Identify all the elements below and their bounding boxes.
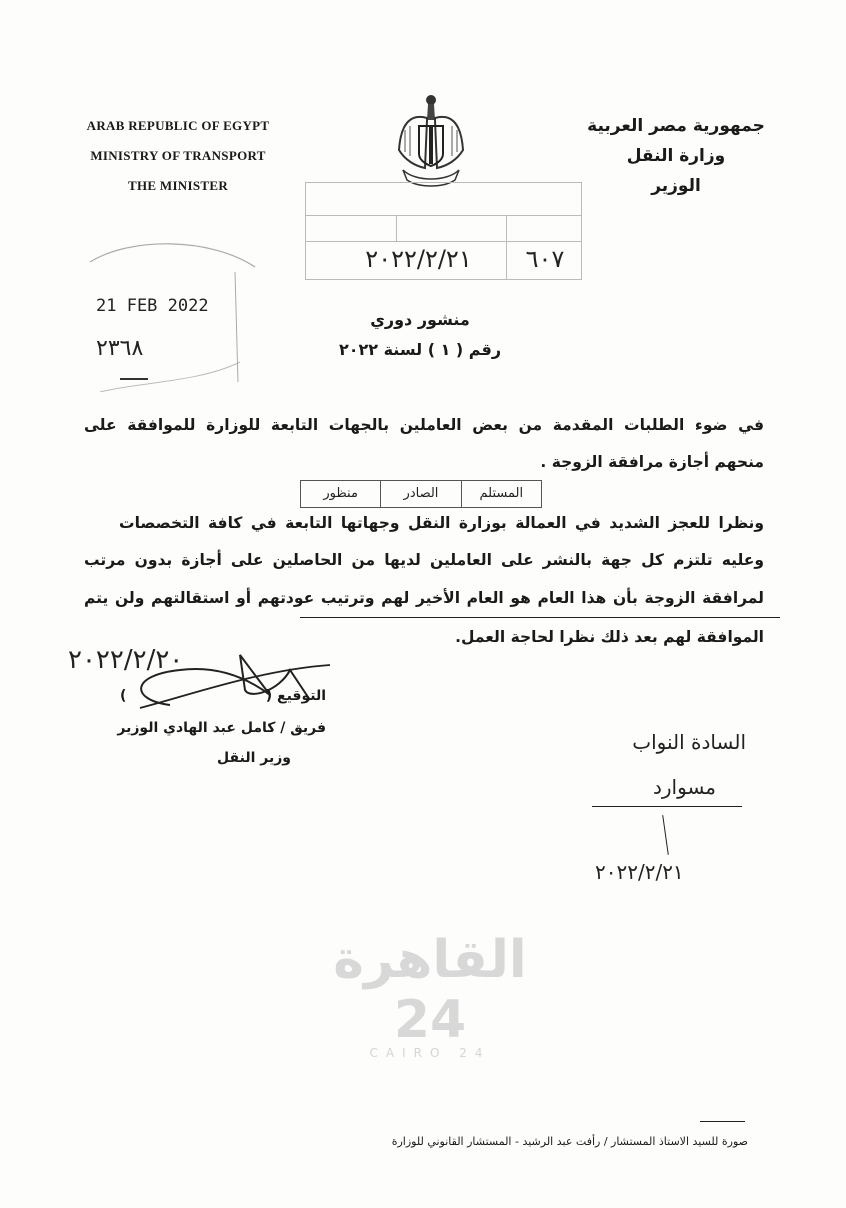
received-stamp-number: ٢٣٦٨ [96,336,144,361]
annotation-date: ٢٠٢٢/٢/٢١ [595,860,684,884]
footer-rule [700,1121,745,1122]
watermark-text: القاهرة 24 [333,930,527,1050]
header-ar-ministry: وزارة النقل [626,146,726,166]
received-stamp [70,232,260,392]
header-en-country: ARAB REPUBLIC OF EGYPT [86,118,270,133]
received-stamp-date: 21 FEB 2022 [96,296,209,316]
body-p2-line3: لمرافقة الزوجة بأن هذا العام هو العام الأخير لهم وترتيب عودتهم أو استقالتهم ولن يتم [84,589,764,607]
annotation-line1: السادة النواب [632,730,746,754]
header-ar-country: جمهورية مصر العربية [587,116,765,136]
annotation-line2: مسوارد [652,775,716,799]
eagle-emblem-icon [395,90,467,190]
watermark-sub: CAIRO 24 [369,1046,491,1060]
body-p2-line4: الموافقة لهم بعد ذلك نظرا لحاجة العمل. [455,628,764,646]
reference-date: ٢٠٢٢/٢/٢١ [365,245,472,273]
annotation-underline [592,806,742,807]
diagonal-stamp-text-2: الصادر [380,481,460,507]
reference-number: ٦٠٧ [525,245,565,273]
footer-cc: صورة للسيد الاستاذ المستشار / رأفت عبد الرشيد - المستشار القانوني للوزارة [391,1135,748,1148]
signature-position: وزير النقل [217,750,291,766]
header-ar-minister: الوزير [651,176,701,196]
body-p2-line2: وعليه تلتزم كل جهة بالنشر على العاملين لديها من الحاصلين على أجازة بدون مرتب [84,551,764,569]
diagonal-stamp-text-3: المستلم [461,481,541,507]
body-p2-line1: ونظرا للعجز الشديد في العمالة بوزارة النقل وجهاتها التابعة في كافة التخصصات [119,514,764,532]
underline [300,617,780,618]
signature-label: التوقيع ( [265,688,326,704]
header-en-ministry: MINISTRY OF TRANSPORT [90,148,266,163]
document-title: منشور دوري [370,310,470,329]
body-p1-line2: منحهم أجازة مرافقة الزوجة . [540,453,764,471]
signature-handwritten-date: ٢٠٢٢/٢/٢٠ [68,645,184,675]
signature-scribble [110,650,340,714]
diagonal-stamp-text-1: منظور [323,486,358,501]
signature-name: فريق / كامل عبد الهادي الوزير [117,720,326,736]
document-number: رقم ( ١ ) لسنة ٢٠٢٢ [338,340,502,359]
annotation-stroke [662,815,669,855]
reference-table [305,182,582,280]
watermark [300,930,560,1060]
signature-close-paren: ) [120,688,127,704]
body-p1-line1: في ضوء الطلبات المقدمة من بعض العاملين بالجهات التابعة للوزارة للموافقة على [84,416,764,434]
header-en-minister: THE MINISTER [127,178,229,193]
diagonal-stamp [300,480,542,508]
